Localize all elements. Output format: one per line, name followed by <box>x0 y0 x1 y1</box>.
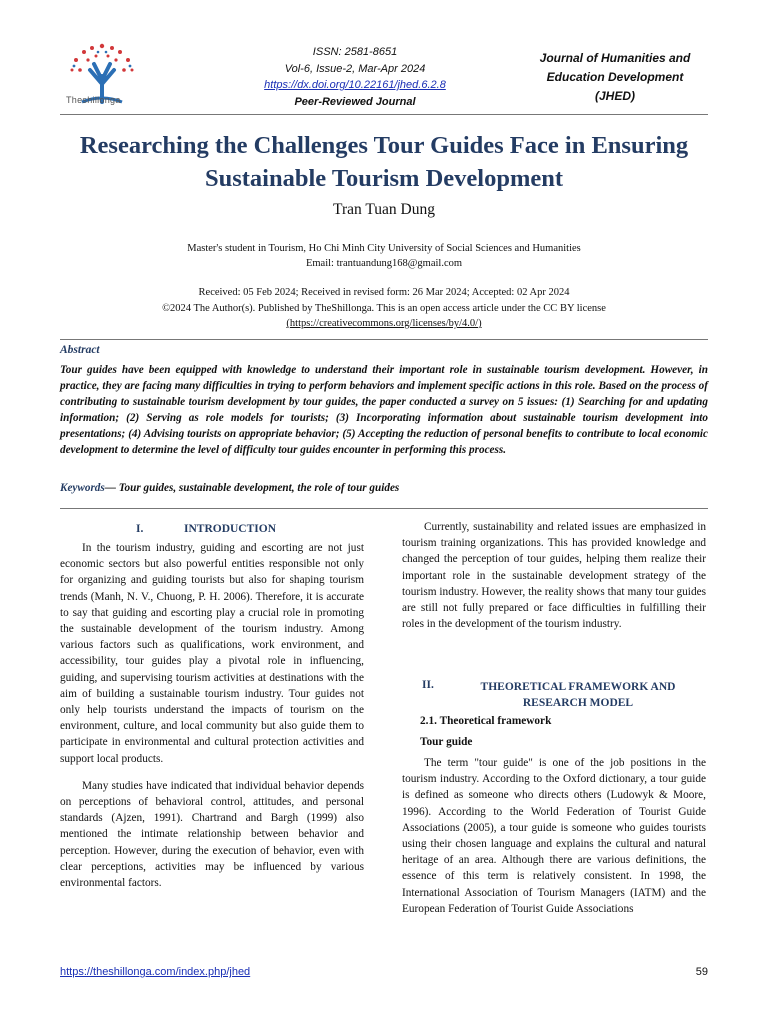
heading-line: RESEARCH MODEL <box>522 697 634 709</box>
abstract-text: Tour guides have been equipped with knowledge to understand their important role in sustainable tourism development. However, in practice, they are facing many difficulties in trying to perform behaviors and implement specific actions in this role. Based on the process of contributing to sustainable tourism development by tour guides, the paper conducted a survey on 5 issues: (1) Searching for and updating information; (2) Serving as role models for tourists; (3) Incorporating information about sustainable tourism development into presentations; (4) Advising tourists on appropriate behavior; (5) Accepting the reduction of personal benefits to contribute to local economic development to determine the level of difficulty tour guides encounter in performing this process. <box>60 364 708 457</box>
author-email: Email: trantuandung168@gmail.com <box>305 258 463 269</box>
title-line: Sustainable Tourism Development <box>204 165 564 192</box>
paragraph: In the tourism industry, guiding and escorting are not just economic sectors but also powerful entities responsible not only for organizing and guiding tourists but also for shaping tourism trends (Manh, N. V., Chuong, P. H. 2006). Therefore, it is accurate to say that guiding and escorting play a crucial role in promoting the sustainable development of the tourism industry. Among various factors such as qualifications, work environment, and accessibility, tour guides play a pivotal role in influencing, guiding, and supervising tourism activities at destinations with the aim of building a sustainable tourism industry. Tour guides not only help tourists understand the impacts of tourism on the environment, culture, and local community but also guide them to participate in environmental and cultural protection activities and support local products. <box>60 542 364 765</box>
keywords-label: Keywords <box>60 482 105 494</box>
theory-column <box>402 755 706 917</box>
peer-reviewed-label: Peer-Reviewed Journal <box>294 95 416 108</box>
journal-url-link[interactable]: https://theshillonga.com/index.php/jhed <box>60 966 251 978</box>
section-heading-intro: INTRODUCTION <box>184 523 277 535</box>
section-number-theory: II. <box>422 679 434 691</box>
article-history <box>40 285 728 332</box>
logo-wordmark: Theshillonga <box>66 95 121 105</box>
abstract-bottom-divider <box>60 508 708 509</box>
subsubsection-heading: Tour guide <box>420 736 473 748</box>
subsection-heading: 2.1. Theoretical framework <box>420 715 552 727</box>
journal-meta <box>230 44 480 110</box>
article-title <box>40 129 728 195</box>
affiliation-text: Master's student in Tourism, Ho Chi Minh City University of Social Sciences and Humanities <box>187 243 581 254</box>
section-number-intro: I. <box>136 523 144 535</box>
intro-column-continued <box>402 519 706 632</box>
copyright-notice: ©2024 The Author(s). Published by TheShillonga. This is an open access article under the CC BY license <box>162 302 606 314</box>
issn: ISSN: 2581-8651 <box>312 46 398 58</box>
title-line: Researching the Challenges Tour Guides Face in Ensuring <box>79 132 689 159</box>
volume-issue: Vol-6, Issue-2, Mar-Apr 2024 <box>284 62 426 75</box>
intro-column <box>60 540 364 891</box>
journal-abbrev: (JHED) <box>594 89 635 103</box>
abstract-top-divider <box>60 339 708 340</box>
abstract-heading: Abstract <box>60 344 100 356</box>
journal-name-line: Journal of Humanities and <box>539 51 691 65</box>
keywords-text: — Tour guides, sustainable development, the role of tour guides <box>104 482 400 494</box>
author-name: Tran Tuan Dung <box>333 201 435 218</box>
heading-line: THEORETICAL FRAMEWORK AND <box>480 681 676 693</box>
received-dates: Received: 05 Feb 2024; Received in revised form: 26 Mar 2024; Accepted: 02 Apr 2024 <box>198 287 570 298</box>
page-number: 59 <box>695 966 708 978</box>
journal-name-line: Education Development <box>546 70 684 84</box>
paragraph: Many studies have indicated that individual behavior depends on perceptions of behavioral control, attitudes, and personal standards (Ajzen, 1991). Chartrand and Bargh (1999) also mentioned the intimate relationship between behavior and perception. However, during the execution of behavior, even with clear perceptions, activities may be influenced by various environmental factors. <box>60 779 364 890</box>
section-heading-theory <box>440 679 716 711</box>
license-link[interactable]: (https://creativecommons.org/licenses/by/4.0/) <box>286 318 482 329</box>
affiliation <box>40 241 728 271</box>
paragraph: The term "tour guide" is one of the job positions in the tourism industry. According to the Oxford dictionary, a tour guide is defined as someone who directs others (Ludowyk & Moore, 1996). According to the World Federation of Tourist Guide Associations (2005), a tour guide is someone who guides tourists using their chosen language and explains the cultural and natural heritage of an area. Although there are various definitions, the essence of this term is relatively consistent. In 1998, the International Association of Tourism Managers (IATM) and the European Federation of Tourist Guide Associations <box>402 757 706 915</box>
keywords <box>60 482 708 494</box>
paragraph: Currently, sustainability and related issues are emphasized in tourism training organizations. This has provided knowledge and changed the perception of tour guides, helping them realize their important role in the sustainable development strategy of the tourism industry. However, the reality shows that many tour guides are still not fully prepared or face difficulties in fulfilling their roles in the development of the tourism industry. <box>402 521 706 631</box>
doi-link[interactable]: https://dx.doi.org/10.22161/jhed.6.2.8 <box>264 79 446 91</box>
journal-name <box>520 49 710 106</box>
header-divider <box>60 114 708 115</box>
